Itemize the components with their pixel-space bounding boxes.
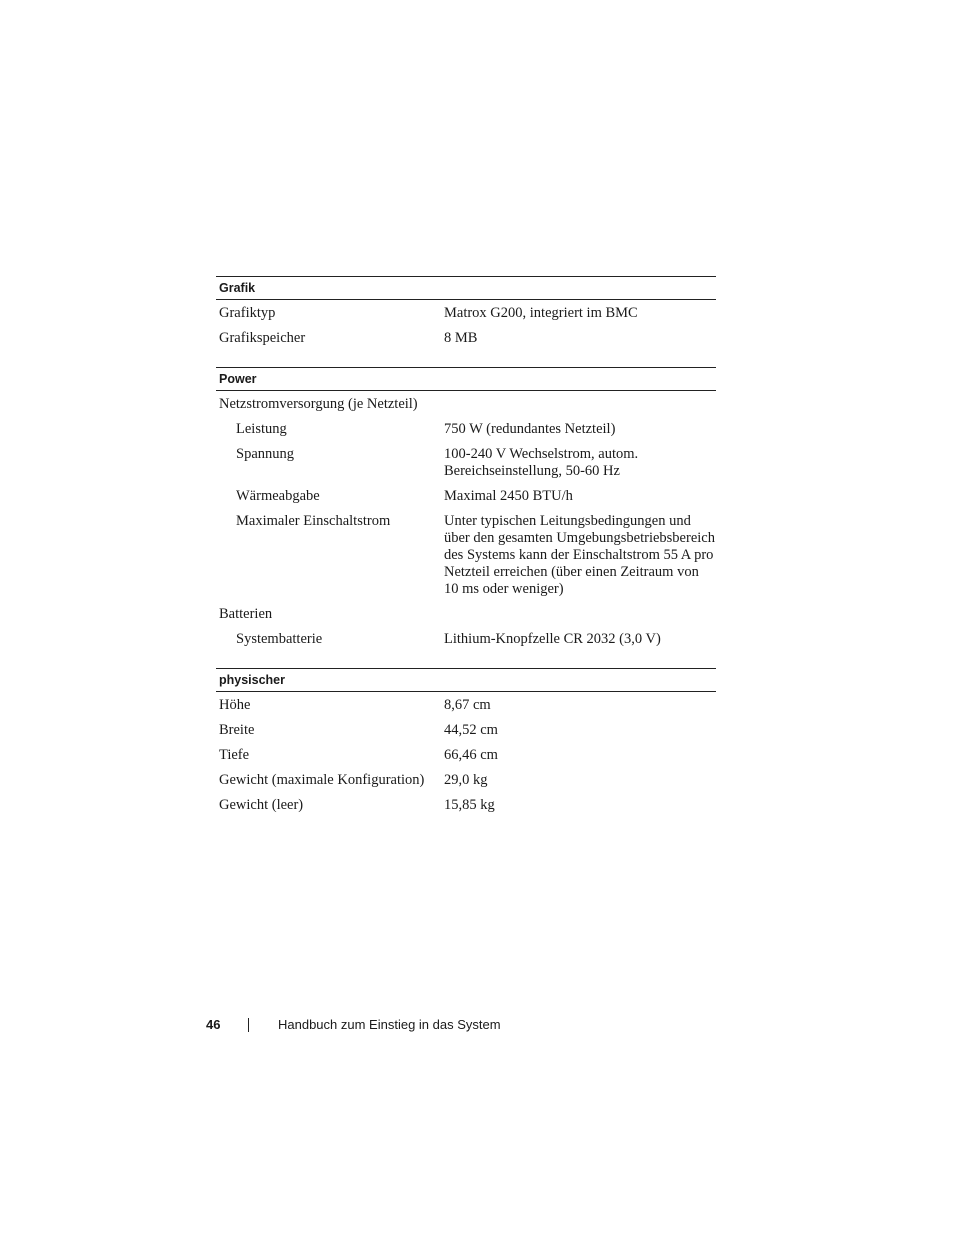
spec-row <box>216 484 716 509</box>
spec-value: Matrox G200, integriert im BMC <box>444 305 638 321</box>
spec-label: Batterien <box>219 606 273 622</box>
spec-label: Höhe <box>219 697 251 713</box>
section-header: Power <box>216 367 716 391</box>
section-grafik <box>216 276 716 351</box>
spec-value: 8 MB <box>444 330 478 346</box>
section-rows <box>216 300 716 351</box>
spec-label: Breite <box>219 722 255 738</box>
footer-title: Handbuch zum Einstieg in das System <box>278 1017 501 1032</box>
spec-value: 66,46 cm <box>444 747 498 763</box>
spec-table <box>216 276 716 834</box>
spec-value <box>444 606 716 623</box>
spec-row <box>216 793 716 818</box>
spec-value: 29,0 kg <box>444 772 488 788</box>
spec-label: Tiefe <box>219 747 250 763</box>
spec-row <box>216 743 716 768</box>
spec-value: Lithium-Knopfzelle CR 2032 (3,0 V) <box>444 631 661 647</box>
spec-row <box>216 768 716 793</box>
spec-label: Systembatterie <box>236 631 323 647</box>
spec-value: 8,67 cm <box>444 697 491 713</box>
spec-value <box>444 396 716 413</box>
spec-row <box>216 718 716 743</box>
spec-label: Grafiktyp <box>219 305 276 321</box>
spec-row <box>216 627 716 652</box>
spec-value: 15,85 kg <box>444 797 495 813</box>
spec-value: Maximal 2450 BTU/h <box>444 488 573 504</box>
section-power <box>216 367 716 652</box>
spec-label: Spannung <box>236 446 294 462</box>
footer-separator <box>248 1018 249 1032</box>
spec-row <box>216 693 716 718</box>
spec-value: 750 W (redundantes Netzteil) <box>444 421 616 437</box>
spec-row <box>216 326 716 351</box>
spec-label: Maximaler Einschaltstrom <box>236 513 391 529</box>
spec-label: Wärmeabgabe <box>236 488 320 504</box>
spec-row <box>216 392 716 417</box>
spec-row <box>216 509 716 602</box>
spec-label: Grafikspeicher <box>219 330 306 346</box>
section-physischer <box>216 668 716 818</box>
spec-value: 100-240 V Wechselstrom, autom. Bereichseinstellung, 50-60 Hz <box>444 446 639 479</box>
section-header: physischer <box>216 668 716 692</box>
spec-value: Unter typischen Leitungsbedingungen und über den gesamten Umgebungsbetriebsbereich des Systems kann der Einschaltstrom 55 A pro Netzteil erreichen (über einen Zeitraum von 10 ms oder weniger) <box>444 513 715 597</box>
spec-row <box>216 417 716 442</box>
spec-row <box>216 602 716 627</box>
section-rows <box>216 692 716 818</box>
spec-label: Leistung <box>236 421 287 437</box>
spec-row <box>216 442 716 484</box>
spec-label: Gewicht (maximale Konfiguration) <box>219 772 425 788</box>
section-header: Grafik <box>216 276 716 300</box>
section-rows <box>216 391 716 652</box>
spec-row <box>216 301 716 326</box>
spec-value: 44,52 cm <box>444 722 498 738</box>
spec-label: Netzstromversorgung (je Netzteil) <box>219 396 418 412</box>
spec-label: Gewicht (leer) <box>219 797 304 813</box>
page-number: 46 <box>206 1017 221 1032</box>
